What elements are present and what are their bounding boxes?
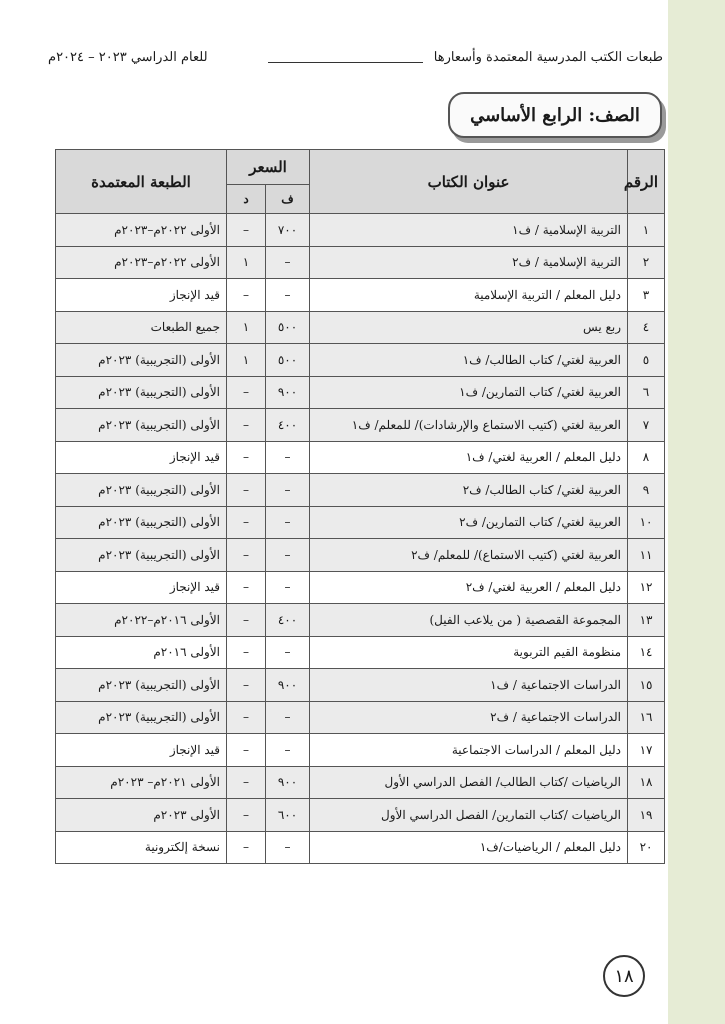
- table-row: [56, 636, 665, 669]
- price-d: –: [227, 799, 266, 832]
- row-number: ٥: [628, 344, 665, 377]
- price-f: –: [266, 506, 310, 539]
- price-f: –: [266, 539, 310, 572]
- edition: نسخة إلكترونية: [56, 831, 227, 864]
- edition: الأولى ٢٠١٦م–٢٠٢٢م: [56, 604, 227, 637]
- edition: الأولى (التجريبية) ٢٠٢٣م: [56, 539, 227, 572]
- price-f: ٩٠٠: [266, 376, 310, 409]
- table-row: [56, 214, 665, 247]
- header-edition: الطبعة المعتمدة: [56, 150, 227, 214]
- table-row: [56, 441, 665, 474]
- row-number: ١: [628, 214, 665, 247]
- row-number: ١٦: [628, 701, 665, 734]
- price-d: –: [227, 441, 266, 474]
- price-d: –: [227, 604, 266, 637]
- price-f: ٥٠٠: [266, 311, 310, 344]
- table-row: [56, 571, 665, 604]
- price-f: –: [266, 701, 310, 734]
- price-d: –: [227, 214, 266, 247]
- price-d: –: [227, 766, 266, 799]
- page-number: ١٨: [603, 955, 645, 997]
- price-d: –: [227, 571, 266, 604]
- edition: جميع الطبعات: [56, 311, 227, 344]
- book-title: العربية لغتي/ كتاب التمارين/ ف١: [310, 376, 628, 409]
- header-number: الرقم: [628, 150, 665, 214]
- row-number: ١٠: [628, 506, 665, 539]
- table-row: [56, 766, 665, 799]
- header-year: للعام الدراسي ٢٠٢٣ – ٢٠٢٤م: [48, 50, 208, 65]
- header-price: السعر: [227, 150, 310, 185]
- row-number: ١٢: [628, 571, 665, 604]
- book-title: دليل المعلم / الدراسات الاجتماعية: [310, 734, 628, 767]
- book-title: التربية الإسلامية / ف٢: [310, 246, 628, 279]
- edition: الأولى ٢٠٢٢م–٢٠٢٣م: [56, 214, 227, 247]
- book-title: ربع يس: [310, 311, 628, 344]
- price-d: –: [227, 506, 266, 539]
- edition: الأولى (التجريبية) ٢٠٢٣م: [56, 669, 227, 702]
- grade-label: الصف: الرابع الأساسي: [448, 92, 662, 138]
- price-f: ٥٠٠: [266, 344, 310, 377]
- price-f: ٩٠٠: [266, 669, 310, 702]
- price-f: ٧٠٠: [266, 214, 310, 247]
- price-d: –: [227, 734, 266, 767]
- table-row: [56, 409, 665, 442]
- table-row: [56, 539, 665, 572]
- price-d: ١: [227, 344, 266, 377]
- price-f: –: [266, 831, 310, 864]
- book-title: العربية لغتي/ كتاب التمارين/ ف٢: [310, 506, 628, 539]
- book-title: العربية لغتي/ كتاب الطالب/ ف٢: [310, 474, 628, 507]
- edition: الأولى (التجريبية) ٢٠٢٣م: [56, 506, 227, 539]
- edition: قيد الإنجاز: [56, 571, 227, 604]
- book-title: الرياضيات /كتاب التمارين/ الفصل الدراسي الأول: [310, 799, 628, 832]
- price-d: –: [227, 701, 266, 734]
- header-price-f: ف: [266, 185, 310, 214]
- book-title: الدراسات الاجتماعية / ف١: [310, 669, 628, 702]
- table-row: [56, 734, 665, 767]
- row-number: ٢: [628, 246, 665, 279]
- price-f: ٤٠٠: [266, 604, 310, 637]
- table-row: [56, 831, 665, 864]
- table-row: [56, 279, 665, 312]
- table-row: [56, 701, 665, 734]
- row-number: ١٨: [628, 766, 665, 799]
- edition: الأولى ٢٠١٦م: [56, 636, 227, 669]
- price-d: –: [227, 376, 266, 409]
- row-number: ٦: [628, 376, 665, 409]
- price-f: –: [266, 441, 310, 474]
- book-title: المجموعة القصصية ( من يلاعب الفيل): [310, 604, 628, 637]
- row-number: ١٧: [628, 734, 665, 767]
- book-title: العربية لغتي (كتيب الاستماع والإرشادات)/ للمعلم/ ف١: [310, 409, 628, 442]
- row-number: ٣: [628, 279, 665, 312]
- row-number: ١٩: [628, 799, 665, 832]
- price-f: ٩٠٠: [266, 766, 310, 799]
- book-title: دليل المعلم / العربية لغتي/ ف١: [310, 441, 628, 474]
- edition: الأولى (التجريبية) ٢٠٢٣م: [56, 344, 227, 377]
- header-title: طبعات الكتب المدرسية المعتمدة وأسعارها: [433, 50, 663, 65]
- books-table: [55, 149, 665, 864]
- table-row: [56, 344, 665, 377]
- edition: الأولى (التجريبية) ٢٠٢٣م: [56, 474, 227, 507]
- price-d: –: [227, 409, 266, 442]
- book-title: العربية لغتي/ كتاب الطالب/ ف١: [310, 344, 628, 377]
- edition: الأولى (التجريبية) ٢٠٢٣م: [56, 409, 227, 442]
- price-d: –: [227, 831, 266, 864]
- header-price-d: د: [227, 185, 266, 214]
- row-number: ٧: [628, 409, 665, 442]
- table-row: [56, 604, 665, 637]
- table-row: [56, 376, 665, 409]
- price-f: –: [266, 636, 310, 669]
- book-title: دليل المعلم / الرياضيات/ف١: [310, 831, 628, 864]
- edition: الأولى ٢٠٢٣م: [56, 799, 227, 832]
- row-number: ١٣: [628, 604, 665, 637]
- price-f: ٤٠٠: [266, 409, 310, 442]
- price-f: –: [266, 474, 310, 507]
- row-number: ٩: [628, 474, 665, 507]
- price-d: –: [227, 669, 266, 702]
- row-number: ١٥: [628, 669, 665, 702]
- table-row: [56, 246, 665, 279]
- book-title: الرياضيات /كتاب الطالب/ الفصل الدراسي الأول: [310, 766, 628, 799]
- edition: الأولى (التجريبية) ٢٠٢٣م: [56, 701, 227, 734]
- row-number: ١٤: [628, 636, 665, 669]
- edition: الأولى ٢٠٢٢م–٢٠٢٣م: [56, 246, 227, 279]
- price-f: –: [266, 246, 310, 279]
- header-title: عنوان الكتاب: [310, 150, 628, 214]
- row-number: ١١: [628, 539, 665, 572]
- page-header: [48, 50, 663, 72]
- book-title: دليل المعلم / العربية لغتي/ ف٢: [310, 571, 628, 604]
- edition: قيد الإنجاز: [56, 734, 227, 767]
- table-row: [56, 799, 665, 832]
- table-row: [56, 311, 665, 344]
- book-title: دليل المعلم / التربية الإسلامية: [310, 279, 628, 312]
- price-d: –: [227, 636, 266, 669]
- table-row: [56, 669, 665, 702]
- book-title: العربية لغتي (كتيب الاستماع)/ للمعلم/ ف٢: [310, 539, 628, 572]
- book-title: الدراسات الاجتماعية / ف٢: [310, 701, 628, 734]
- price-f: –: [266, 279, 310, 312]
- row-number: ٨: [628, 441, 665, 474]
- edition: الأولى ٢٠٢١م– ٢٠٢٣م: [56, 766, 227, 799]
- edition: قيد الإنجاز: [56, 441, 227, 474]
- row-number: ٢٠: [628, 831, 665, 864]
- book-title: التربية الإسلامية / ف١: [310, 214, 628, 247]
- price-d: –: [227, 474, 266, 507]
- price-d: ١: [227, 311, 266, 344]
- table-row: [56, 474, 665, 507]
- price-f: ٦٠٠: [266, 799, 310, 832]
- edition: قيد الإنجاز: [56, 279, 227, 312]
- price-d: –: [227, 279, 266, 312]
- side-strip: [668, 0, 725, 1024]
- header-rule: [268, 62, 423, 63]
- price-f: –: [266, 734, 310, 767]
- price-d: ١: [227, 246, 266, 279]
- book-title: منظومة القيم التربوية: [310, 636, 628, 669]
- table-row: [56, 506, 665, 539]
- price-f: –: [266, 571, 310, 604]
- price-d: –: [227, 539, 266, 572]
- edition: الأولى (التجريبية) ٢٠٢٣م: [56, 376, 227, 409]
- row-number: ٤: [628, 311, 665, 344]
